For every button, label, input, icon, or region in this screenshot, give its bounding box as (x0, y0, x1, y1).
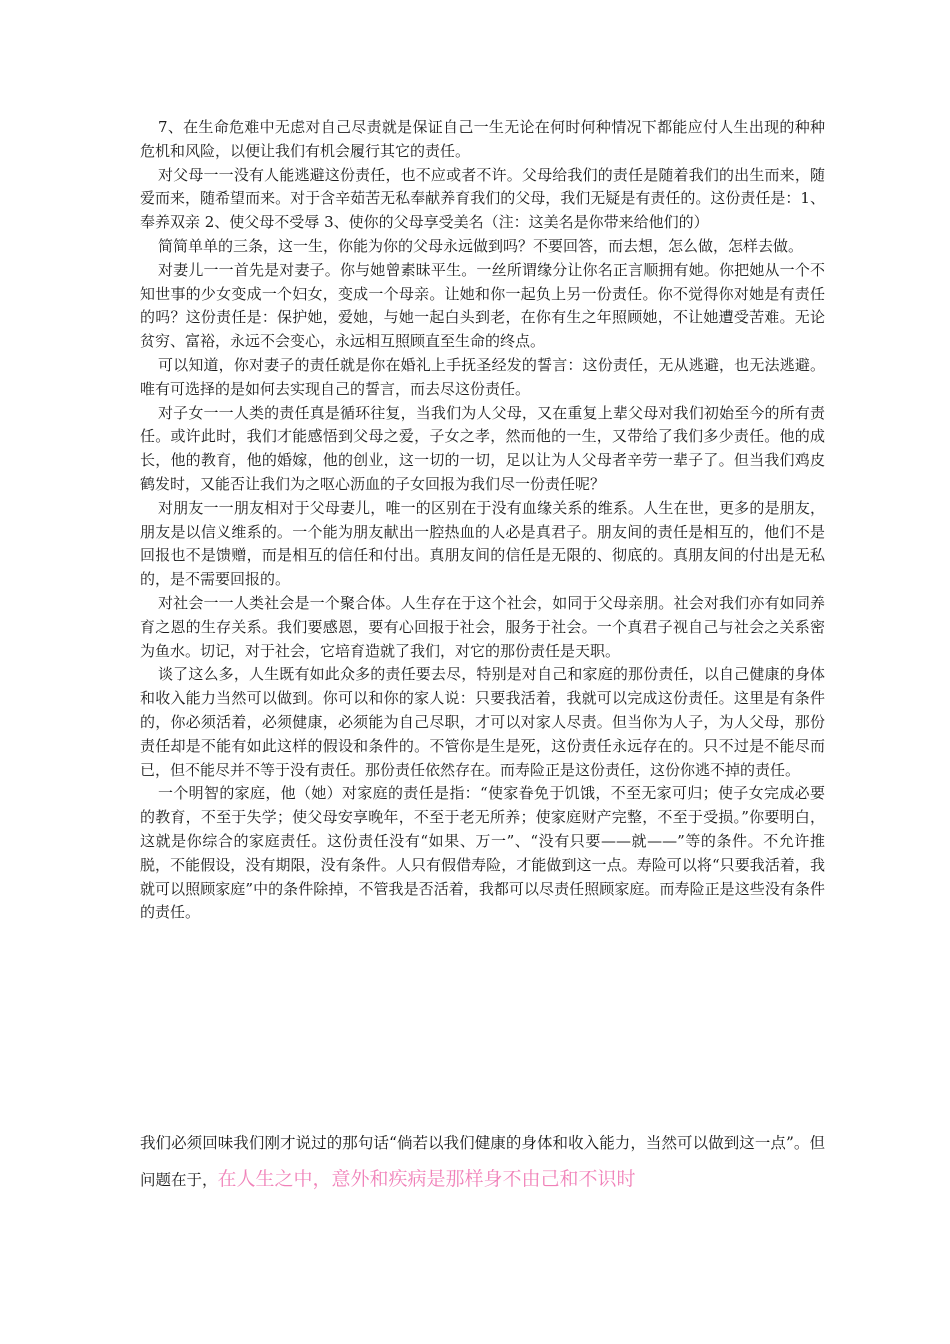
closing-highlight: 在人生之中，意外和疾病是那样身不由己和不识时 (217, 1168, 636, 1190)
paragraph-family-responsibility: 一个明智的家庭，他（她）对家庭的责任是指：“使家眷免于饥饿，不至无家可归；使子女完成必要的教育，不至于失学；使父母安享晚年，不至于老无所养；使家庭财产完整，不至于受损。”你要明白，这就是你综合的家庭责任。这份责任没有“如果、万一”、“没有只要——就——”等的条件。不允许推脱，不能假设，没有期限，没有条件。人只有假借寿险，才能做到这一点。寿险可以将“只要我活着，我就可以照顾家庭”中的条件除掉，不管我是否活着，我都可以尽责任照顾家庭。而寿险正是这些没有条件的责任。 (140, 784, 825, 922)
paragraph-parents-three-points: 简简单单的三条，这一生，你能为你的父母永远做到吗？不要回答，而去想，怎么做，怎样去做。 (158, 236, 804, 255)
paragraph-self-responsibility: 7、在生命危难中无虑对自己尽责就是保证自己一生无论在何时何种情况下都能应付人生出现的种种危机和风险，以便让我们有机会履行其它的责任。 (140, 118, 825, 160)
paragraph-life-insurance: 谈了这么多，人生既有如此众多的责任要去尽，特别是对自己和家庭的那份责任，以自己健康的身体和收入能力当然可以做到。你可以和你的家人说：只要我活着，我就可以完成这份责任。这里是有条件的，你必须活着，必须健康，必须能为自己尽职，才可以对家人尽责。但当你为人子，为人父母，那份责任却是不能有如此这样的假设和条件的。不管你是生是死，这份责任永远存在的。只不过是不能尽而已，但不能尽并不等于没有责任。那份责任依然存在。而寿险正是这份责任，这份你逃不掉的责任。 (140, 665, 825, 779)
closing-section (140, 1125, 825, 1198)
document-body (140, 116, 825, 925)
paragraph-spouse: 对妻儿一一首先是对妻子。你与她曾素昧平生。一丝所谓缘分让你名正言顺拥有她。你把她从一个不知世事的少女变成一个妇女，变成一个母亲。让她和你一起负上另一份责任。你不觉得你对她是有责任的吗？这份责任是：保护她，爱她，与她一起白头到老，在你有生之年照顾她，不让她遭受苦难。无论贫穷、富裕，永远不会变心，永远相互照顾直至生命的终点。 (140, 260, 825, 351)
closing-paragraph (140, 1125, 825, 1198)
closing-text: 我们必须回味我们刚才说过的那句话“倘若以我们健康的身体和收入能力，当然可以做到这一点”。但问题在于， (140, 1134, 825, 1189)
paragraph-society: 对社会一一人类社会是一个聚合体。人生存在于这个社会，如同于父母亲朋。社会对我们亦有如同养育之恩的生存关系。我们要感恩，要有心回报于社会，服务于社会。一个真君子视自己与社会之关系密为鱼水。切记，对于社会，它培育造就了我们，对它的那份责任是天职。 (140, 593, 825, 660)
paragraph-friends: 对朋友一一朋友相对于父母妻儿，唯一的区别在于没有血缘关系的维系。人生在世，更多的是朋友，朋友是以信义维系的。一个能为朋友献出一腔热血的人必是真君子。朋友间的责任是相互的，他们不是回报也不是馈赠，而是相互的信任和付出。真朋友间的信任是无限的、彻底的。真朋友间的付出是无私的，是不需要回报的。 (140, 498, 825, 589)
paragraph-parents: 对父母一一没有人能逃避这份责任，也不应或者不许。父母给我们的责任是随着我们的出生而来，随爱而来，随希望而来。对于含辛茹苦无私奉献养育我们的父母，我们无疑是有责任的。这份责任是：1、奉养双亲 2、使父母不受辱 3、使你的父母享受美名（注：这美名是你带来给他们的） (140, 165, 825, 232)
paragraph-wedding-vow: 可以知道，你对妻子的责任就是你在婚礼上手抚圣经发的誓言：这份责任，无从逃避，也无法逃避。唯有可选择的是如何去实现自己的誓言，而去尽这份责任。 (140, 355, 825, 398)
paragraph-children: 对子女一一人类的责任真是循环往复，当我们为人父母，又在重复上辈父母对我们初始至今的所有责任。或许此时，我们才能感悟到父母之爱，子女之孝，然而他的一生，又带给了我们多少责任。他的成长，他的教育，他的婚嫁，他的创业，这一切的一切，足以让为人父母者辛劳一辈子了。但当我们鸡皮鹤发时，又能否让我们为之呕心沥血的子女回报为我们尽一份责任呢？ (140, 403, 825, 493)
